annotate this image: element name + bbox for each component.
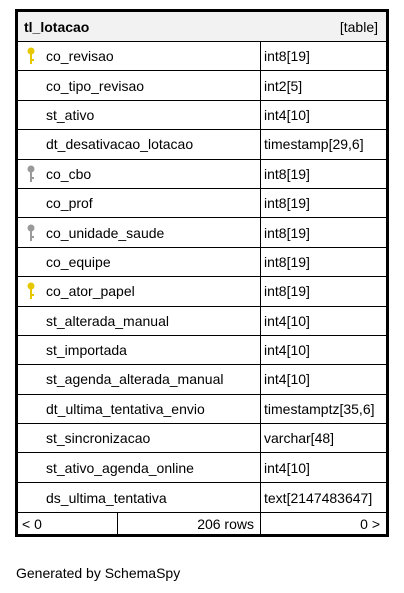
table-row	[18, 395, 386, 424]
column-type: int8[19]	[264, 283, 310, 300]
column-name[interactable]: co_unidade_saude	[46, 224, 165, 241]
table-row	[18, 483, 386, 512]
column-type: timestamp[29,6]	[264, 136, 364, 153]
column-name[interactable]: co_ator_papel	[46, 283, 135, 300]
table-row	[18, 248, 386, 277]
column-type: int4[10]	[264, 371, 310, 388]
column-type: int8[19]	[264, 165, 310, 182]
column-type: int4[10]	[264, 342, 310, 359]
column-name[interactable]: dt_ultima_tentativa_envio	[46, 400, 205, 417]
column-name-cell	[18, 189, 261, 217]
column-list	[18, 42, 386, 512]
column-name-cell	[18, 130, 261, 158]
column-name-cell	[18, 248, 261, 276]
table-node	[15, 9, 389, 537]
table-row	[18, 160, 386, 189]
table-row	[18, 307, 386, 336]
table-row	[18, 42, 386, 71]
column-name[interactable]: co_equipe	[46, 253, 111, 270]
table-row	[18, 218, 386, 247]
column-name[interactable]: co_revisao	[46, 48, 114, 65]
foreign-key-icon	[27, 165, 35, 183]
column-name[interactable]: st_sincronizacao	[46, 430, 151, 447]
column-type: timestamptz[35,6]	[264, 400, 375, 417]
column-type: int8[19]	[264, 253, 310, 270]
generated-by-text: Generated by SchemaSpy	[16, 565, 181, 581]
primary-key-icon	[27, 47, 35, 65]
column-name-cell	[18, 365, 261, 393]
column-name-cell	[18, 307, 261, 335]
table-kind: [table]	[339, 18, 378, 35]
table-row	[18, 453, 386, 482]
column-type: int4[10]	[264, 106, 310, 123]
column-name-cell	[18, 483, 261, 512]
column-name[interactable]: st_ativo	[46, 106, 95, 123]
column-type: int8[19]	[264, 48, 310, 65]
column-name-cell	[18, 71, 261, 99]
column-name[interactable]: st_ativo_agenda_online	[46, 459, 194, 476]
column-name[interactable]: dt_desativacao_lotacao	[46, 136, 194, 153]
column-type: text[2147483647]	[264, 489, 373, 506]
table-row	[18, 424, 386, 453]
table-row	[18, 365, 386, 394]
column-name[interactable]: co_prof	[46, 195, 93, 212]
parents-count[interactable]: < 0	[18, 513, 118, 534]
table-row	[18, 189, 386, 218]
column-name[interactable]: st_alterada_manual	[46, 312, 169, 329]
table-footer	[18, 512, 386, 534]
table-row	[18, 130, 386, 159]
table-row	[18, 277, 386, 306]
column-name-cell	[18, 453, 261, 481]
column-type: int8[19]	[264, 224, 310, 241]
table-row	[18, 101, 386, 130]
column-name-cell	[18, 395, 261, 423]
column-type: int4[10]	[264, 312, 310, 329]
table-header	[18, 12, 386, 42]
column-name-cell	[18, 101, 261, 129]
column-type: int4[10]	[264, 459, 310, 476]
column-name-cell	[18, 277, 261, 305]
column-type: int2[5]	[264, 77, 303, 94]
column-name-cell	[18, 424, 261, 452]
column-type: int8[19]	[264, 195, 310, 212]
column-type: varchar[48]	[264, 430, 335, 447]
children-count[interactable]: 0 >	[360, 515, 380, 532]
row-count: 206 rows	[118, 513, 261, 534]
foreign-key-icon	[27, 224, 35, 242]
table-row	[18, 336, 386, 365]
column-name-cell	[18, 42, 261, 70]
column-name[interactable]: st_agenda_alterada_manual	[46, 371, 224, 388]
primary-key-icon	[27, 282, 35, 300]
column-name[interactable]: ds_ultima_tentativa	[46, 489, 167, 506]
table-row	[18, 71, 386, 100]
column-name-cell	[18, 160, 261, 188]
column-name[interactable]: co_cbo	[46, 165, 92, 182]
column-name-cell	[18, 336, 261, 364]
column-name-cell	[18, 218, 261, 246]
column-name[interactable]: st_importada	[46, 342, 127, 359]
table-name[interactable]: tl_lotacao	[24, 18, 90, 35]
column-name[interactable]: co_tipo_revisao	[46, 77, 145, 94]
